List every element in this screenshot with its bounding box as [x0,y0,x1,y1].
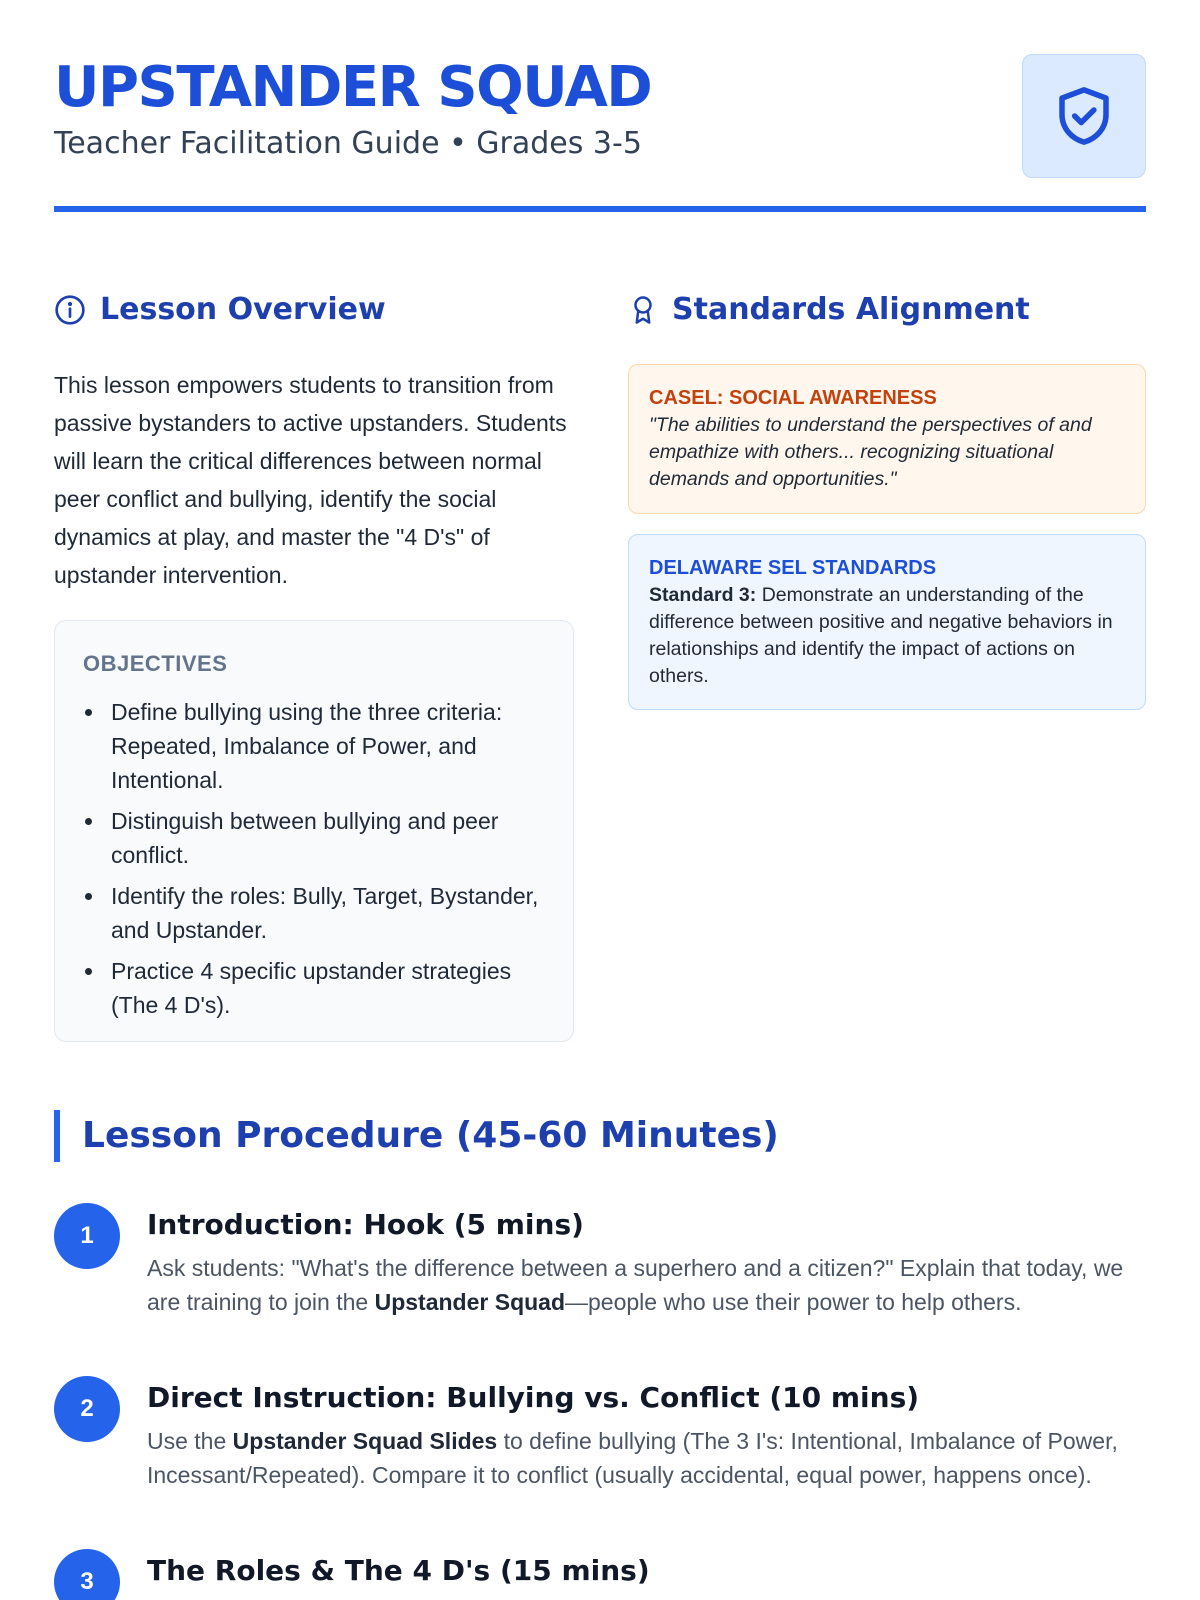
objectives-box [54,620,574,1042]
step-number-badge: 2 [54,1376,120,1442]
step-body [147,1424,1147,1492]
standards-heading-text: Standards Alignment [672,292,1030,327]
award-ribbon-icon [628,294,658,326]
step-title: Direct Instruction: Bullying vs. Conflict (10 mins) [147,1381,920,1414]
page-title: UPSTANDER SQUAD [54,55,652,120]
page-header [54,52,1146,212]
step-title: The Roles & The 4 D's (15 mins) [147,1554,650,1587]
overview-heading-text: Lesson Overview [100,292,386,327]
page-subtitle: Teacher Facilitation Guide • Grades 3-5 [54,126,642,161]
standards-heading [628,292,1030,327]
step-title: Introduction: Hook (5 mins) [147,1208,584,1241]
step-body-text: Use the [147,1428,233,1454]
list-item: Distinguish between bullying and peer conflict. [83,804,545,872]
step-number-badge: 3 [54,1549,120,1600]
shield-check-icon [1051,83,1117,149]
delaware-label: DELAWARE SEL STANDARDS [649,557,937,579]
casel-quote: "The abilities to understand the perspectives of and empathize with others... recognizing situational demands and opportunities." [649,414,1092,490]
delaware-lead: Standard 3: [649,584,757,606]
step-body-text: —people who use their power to help others. [565,1289,1022,1315]
list-item: Practice 4 specific upstander strategies (The 4 D's). [83,954,545,1022]
step-body-bold: Upstander Squad [374,1289,566,1315]
logo-badge [1022,54,1146,178]
info-icon [54,294,86,326]
procedure-heading: Lesson Procedure (45-60 Minutes) [54,1110,779,1162]
step-body-text: to define bullying (The 3 I's: Intentional, Imbalance of Power, Incessant/Repeated). Compare it to conflict (usually accidental, equal power, happens once). [147,1428,1118,1488]
objectives-list [83,695,545,1022]
delaware-text [649,582,1125,690]
casel-label: CASEL: SOCIAL AWARENESS [649,387,937,409]
delaware-body: Demonstrate an understanding of the difference between positive and negative behaviors in relationships and identify the impact of actions on others. [649,584,1113,687]
objectives-title: OBJECTIVES [83,651,228,676]
casel-standard-card [628,364,1146,514]
delaware-standard-card [628,534,1146,710]
step-body-bold: Upstander Squad Slides [232,1428,498,1454]
step-body [147,1251,1147,1319]
overview-text: This lesson empowers students to transition from passive bystanders to active upstanders. Students will learn the critical differences between normal peer conflict and bullying, identify the social dynamics at play, and master the "4 D's" of upstander intervention. [54,372,567,588]
list-item: Define bullying using the three criteria: Repeated, Imbalance of Power, and Intentional. [83,695,545,797]
step-body-text: Ask students: "What's the difference between a superhero and a citizen?" Explain that today, we are training to join the [147,1255,1124,1315]
list-item: Identify the roles: Bully, Target, Bystander, and Upstander. [83,879,545,947]
overview-heading [54,292,386,327]
step-number-badge: 1 [54,1203,120,1269]
